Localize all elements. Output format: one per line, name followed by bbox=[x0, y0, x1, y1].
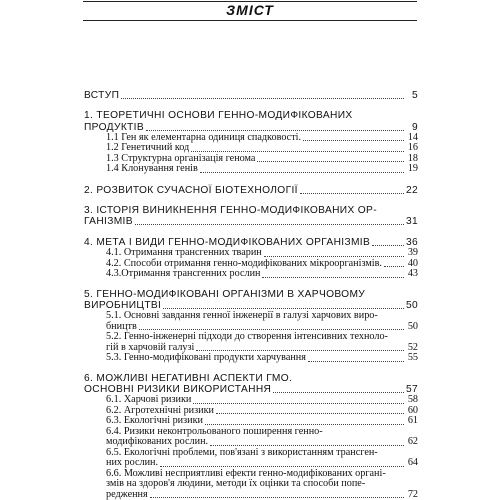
section-6-title-line1[interactable]: 6. МОЖЛИВІ НЕГАТИВНІ АСПЕКТИ ГМО. bbox=[84, 372, 293, 384]
toc-entry-5-3[interactable] bbox=[84, 353, 418, 364]
toc-entry-section-1[interactable] bbox=[84, 122, 418, 133]
leader-dots bbox=[135, 224, 404, 225]
toc-entry-6-3[interactable] bbox=[84, 416, 418, 427]
toc-entry-section-2[interactable] bbox=[84, 185, 418, 196]
entry-label: 6.1. Харчові ризики bbox=[106, 394, 192, 405]
section-1-title-line2: ПРОДУКТІВ bbox=[84, 121, 145, 133]
page-number: 5 bbox=[411, 90, 418, 101]
entry-label: 1.3 Структурна організація генома bbox=[106, 152, 256, 164]
toc-entry-intro[interactable] bbox=[84, 90, 418, 101]
page-number: 19 bbox=[407, 163, 418, 174]
page-number: 61 bbox=[407, 415, 418, 426]
leader-dots bbox=[273, 392, 404, 393]
entry-label: 2. РОЗВИТОК СУЧАСНОЇ БІОТЕХНОЛОГІЇ bbox=[84, 184, 298, 196]
entry-label: 1.2 Генетичний код bbox=[106, 142, 190, 153]
toc-entry-6-5-line1[interactable]: 6.5. Екологічні проблеми, пов'язані з використанням трансген- bbox=[106, 446, 378, 458]
entry-label: 4. МЕТА І ВИДИ ГЕННО-МОДИФІКОВАНИХ ОРГАНІЗМІВ bbox=[84, 237, 371, 248]
leader-dots bbox=[300, 193, 404, 194]
section-5-title-line2: ВИРОБНИЦТВІ bbox=[84, 300, 162, 311]
page-number: 52 bbox=[407, 341, 418, 353]
leader-dots bbox=[160, 466, 404, 467]
leader-dots bbox=[121, 98, 404, 99]
leader-dots bbox=[146, 130, 404, 131]
toc-entry-6-5[interactable] bbox=[84, 458, 418, 469]
page-number: 57 bbox=[405, 384, 418, 395]
toc-entry-5-2-line1[interactable]: 5.2. Генно-інженерні підходи до створення інтенсивних техноло- bbox=[106, 331, 388, 342]
page-number: 50 bbox=[405, 300, 418, 311]
toc-entry-5-1-line1[interactable]: 5.1. Основні завдання генної інженерії в галузі харчових виро- bbox=[106, 310, 378, 321]
entry-label: 4.2. Способи отримання генно-модифікованих мікроорганізмів. bbox=[106, 257, 382, 269]
page-number: 31 bbox=[405, 216, 418, 227]
entry-label: 6.2. Агротехнічні ризики bbox=[106, 404, 215, 416]
leader-dots bbox=[163, 308, 404, 309]
header-rule-bottom bbox=[83, 20, 417, 21]
page-number: 36 bbox=[405, 237, 418, 248]
page-number: 18 bbox=[407, 152, 418, 164]
section-1-title-line1[interactable]: 1. ТЕОРЕТИЧНІ ОСНОВИ ГЕННО-МОДИФІКОВАНИХ bbox=[84, 110, 353, 121]
page-number: 60 bbox=[407, 404, 418, 416]
toc-entry-1-2[interactable] bbox=[84, 143, 418, 154]
toc-entry-1-4[interactable] bbox=[84, 164, 418, 175]
toc-entry-4-3[interactable] bbox=[84, 269, 418, 280]
leader-dots bbox=[257, 161, 404, 162]
entry-label: 1.1 Ген як елементарна одиниця спадковості. bbox=[106, 131, 302, 143]
page-number: 62 bbox=[407, 436, 418, 447]
page-number: 22 bbox=[405, 184, 418, 196]
section-3-title-line1[interactable]: 3. ІСТОРІЯ ВИНИКНЕННЯ ГЕННО-МОДИФІКОВАНИХ ОР- bbox=[84, 204, 377, 216]
toc-entry-section-3[interactable] bbox=[84, 216, 418, 227]
entry-label: них рослин. bbox=[106, 457, 159, 468]
page-number: 55 bbox=[407, 352, 418, 363]
entry-label: редження bbox=[106, 488, 148, 500]
section-3-title-line2: ГАНІЗМІВ bbox=[84, 216, 133, 227]
page-number: 14 bbox=[407, 131, 418, 143]
entry-label: 6.3. Екологічні ризики bbox=[106, 415, 204, 426]
toc-entry-4-1[interactable] bbox=[84, 248, 418, 259]
page-number: 39 bbox=[407, 247, 418, 258]
page-number: 40 bbox=[407, 257, 418, 269]
entry-label: 1.4 Клонування генів bbox=[106, 163, 198, 174]
page-number: 50 bbox=[407, 320, 418, 332]
leader-dots bbox=[193, 403, 404, 404]
leader-dots bbox=[216, 413, 404, 414]
page-number: 16 bbox=[407, 142, 418, 153]
toc-entry-6-1[interactable] bbox=[84, 395, 418, 406]
leader-dots bbox=[200, 172, 404, 173]
page-number: 9 bbox=[411, 121, 418, 133]
toc-entry-6-6-line2[interactable]: змів на здоров'я людини, методи їх оцінки та способи попе- bbox=[106, 478, 366, 489]
leader-dots bbox=[303, 140, 404, 141]
leader-dots bbox=[150, 497, 404, 498]
toc-entry-6-4-line1[interactable]: 6.4. Ризики неконтрольованого поширення генно- bbox=[106, 425, 323, 437]
page-number: 58 bbox=[407, 394, 418, 405]
entry-label: 5.3. Генно-модифіковані продукти харчування bbox=[106, 352, 306, 363]
toc-entry-6-4[interactable] bbox=[84, 437, 418, 448]
entry-label: 4.1. Отримання трансгенних тварин bbox=[106, 247, 262, 258]
table-of-contents bbox=[84, 90, 418, 500]
leader-dots bbox=[210, 445, 404, 446]
leader-dots bbox=[372, 245, 404, 246]
entry-label: ВСТУП bbox=[84, 90, 120, 101]
section-6-title-line2: ОСНОВНІ РИЗИКИ ВИКОРИСТАННЯ bbox=[84, 384, 272, 395]
page-number: 64 bbox=[407, 457, 418, 468]
page-number: 43 bbox=[407, 268, 418, 279]
toc-entry-6-6-line1[interactable]: 6.6. Можливі несприятливі ефекти генно-модифікованих органі- bbox=[106, 467, 386, 479]
leader-dots bbox=[205, 424, 404, 425]
leader-dots bbox=[264, 256, 404, 257]
leader-dots bbox=[139, 329, 404, 330]
entry-label: бництв bbox=[106, 320, 137, 332]
page-number: 72 bbox=[407, 488, 418, 500]
leader-dots bbox=[308, 361, 404, 362]
entry-label: модифікованих рослин. bbox=[106, 436, 209, 447]
section-5-title-line1[interactable]: 5. ГЕННО-МОДИФІКОВАНІ ОРГАНІЗМИ В ХАРЧОВОМУ bbox=[84, 288, 366, 300]
leader-dots bbox=[191, 151, 404, 152]
leader-dots bbox=[384, 266, 404, 267]
leader-dots bbox=[262, 277, 404, 278]
toc-entry-6-6[interactable] bbox=[84, 490, 418, 500]
leader-dots bbox=[196, 350, 404, 351]
page-title: ЗМІСТ bbox=[226, 2, 274, 18]
entry-label: 4.3.Отримання трансгенних рослин bbox=[106, 268, 261, 279]
entry-label: гій в харчовій галузі bbox=[106, 341, 195, 353]
